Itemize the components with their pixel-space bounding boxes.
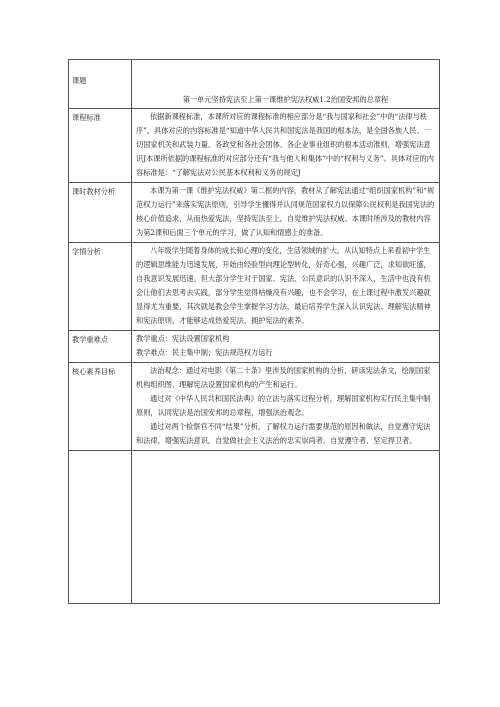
literacy-label: 核心素养目标 xyxy=(69,363,132,451)
students-content: 八年级学生随着身体的成长和心理的变化，生活领域的扩大，从认知特点上来看初中学生的逻辑思维能力迅速发展，开始由经验型向理论型转化，好奇心强，兴趣广泛，求知欲旺盛，自我意识发展迅速。但大部分学生对于国家、宪法、公民意识的认识不深入，生活中也没有机会让他们去思考去实践，部分学生觉得枯燥没有兴趣，也不会学习，在上课过程中激发兴趣就显得尤为重要，其次就是教会学生掌握学习方法，最后培养学生深入认识宪法、理解宪法精神和宪法原则，才能够达成热爱宪法、拥护宪法的素养。 xyxy=(136,246,431,325)
row-title xyxy=(69,60,440,109)
blank-label-cell xyxy=(69,451,132,604)
literacy-paragraph-3: 通过对两个检察官不同“结果”分析，了解权力运行需要规范的原因和做法，自觉遵守宪法和法律，增强宪法意识，自觉做社会主义法治的忠实崇尚者、自觉遵守者、坚定捍卫者。 xyxy=(136,422,431,445)
title-content: 第一单元坚持宪法至上第一课维护宪法权威1.2治国安邦的总章程 xyxy=(132,60,440,109)
key-points-cell xyxy=(132,331,440,363)
students-cell xyxy=(132,243,440,331)
row-blank xyxy=(69,451,440,604)
blank-content-cell xyxy=(132,451,440,604)
analysis-label: 课时教材分析 xyxy=(69,183,132,243)
literacy-paragraph-1: 法治观念：通过对电影《第二十条》里涉及的国家机构的分析，研读宪法条文，绘制国家机构组织图，理解宪法设置国家机构的产生和运行。 xyxy=(136,366,431,389)
lesson-plan-table xyxy=(68,59,440,604)
row-students xyxy=(69,243,440,331)
row-standards xyxy=(69,109,440,183)
row-key-points xyxy=(69,331,440,363)
students-label: 学情分析 xyxy=(69,243,132,331)
lesson-plan-sheet xyxy=(68,59,440,604)
row-analysis xyxy=(69,183,440,243)
standards-label: 课程标准 xyxy=(69,109,132,183)
literacy-paragraph-2: 通过对《中华人民共和国民法典》的立法与落实过程分析，理解国家机构实行民主集中制原则，认同宪法是治国安邦的总章程，增强法治观念。 xyxy=(136,394,431,417)
key-points-label: 教学重难点 xyxy=(69,331,132,363)
literacy-cell xyxy=(132,363,440,451)
analysis-content: 本课为第一课《维护宪法权威》第二框的内容，教材从了解宪法通过“组织国家机构”和“规范权力运行”来落实宪法原则，引导学生懂得并认同规范国家权力以保障公民权利是我国宪法的核心价值追求，从而热爱宪法，坚持宪法至上，自觉维护宪法权威。本课时所涉及的教材内容为第2课和后面三个单元的学习，做了认知和情感上的准备。 xyxy=(136,186,435,237)
standards-content: 依据新课程标准，本课所对应的课程标准的相应部分是“我与国家和社会”中的“法律与秩序”，具体对应的内容标准是“知道中华人民共和国宪法是我国的根本法，是全国各族人民、一切国家机关和武装力量、各政党和各社会团体、各企业事业组织的根本活动准则，增强宪法意识J本课所依据的课程标准的对应部分还有“我与他人和集体”中的“权利与义务”。具体对应的内容标准是：“了解宪法对公民基本权利和义务的规定J xyxy=(136,112,434,177)
title-label: 课题 xyxy=(69,60,132,109)
standards-cell xyxy=(132,109,440,183)
row-literacy xyxy=(69,363,440,451)
key-point-line: 教学重点：宪法设置国家机构 xyxy=(136,334,230,343)
analysis-cell xyxy=(132,183,440,243)
difficult-point-line: 教学难点：民主集中制；宪法规范权力运行 xyxy=(136,348,273,357)
